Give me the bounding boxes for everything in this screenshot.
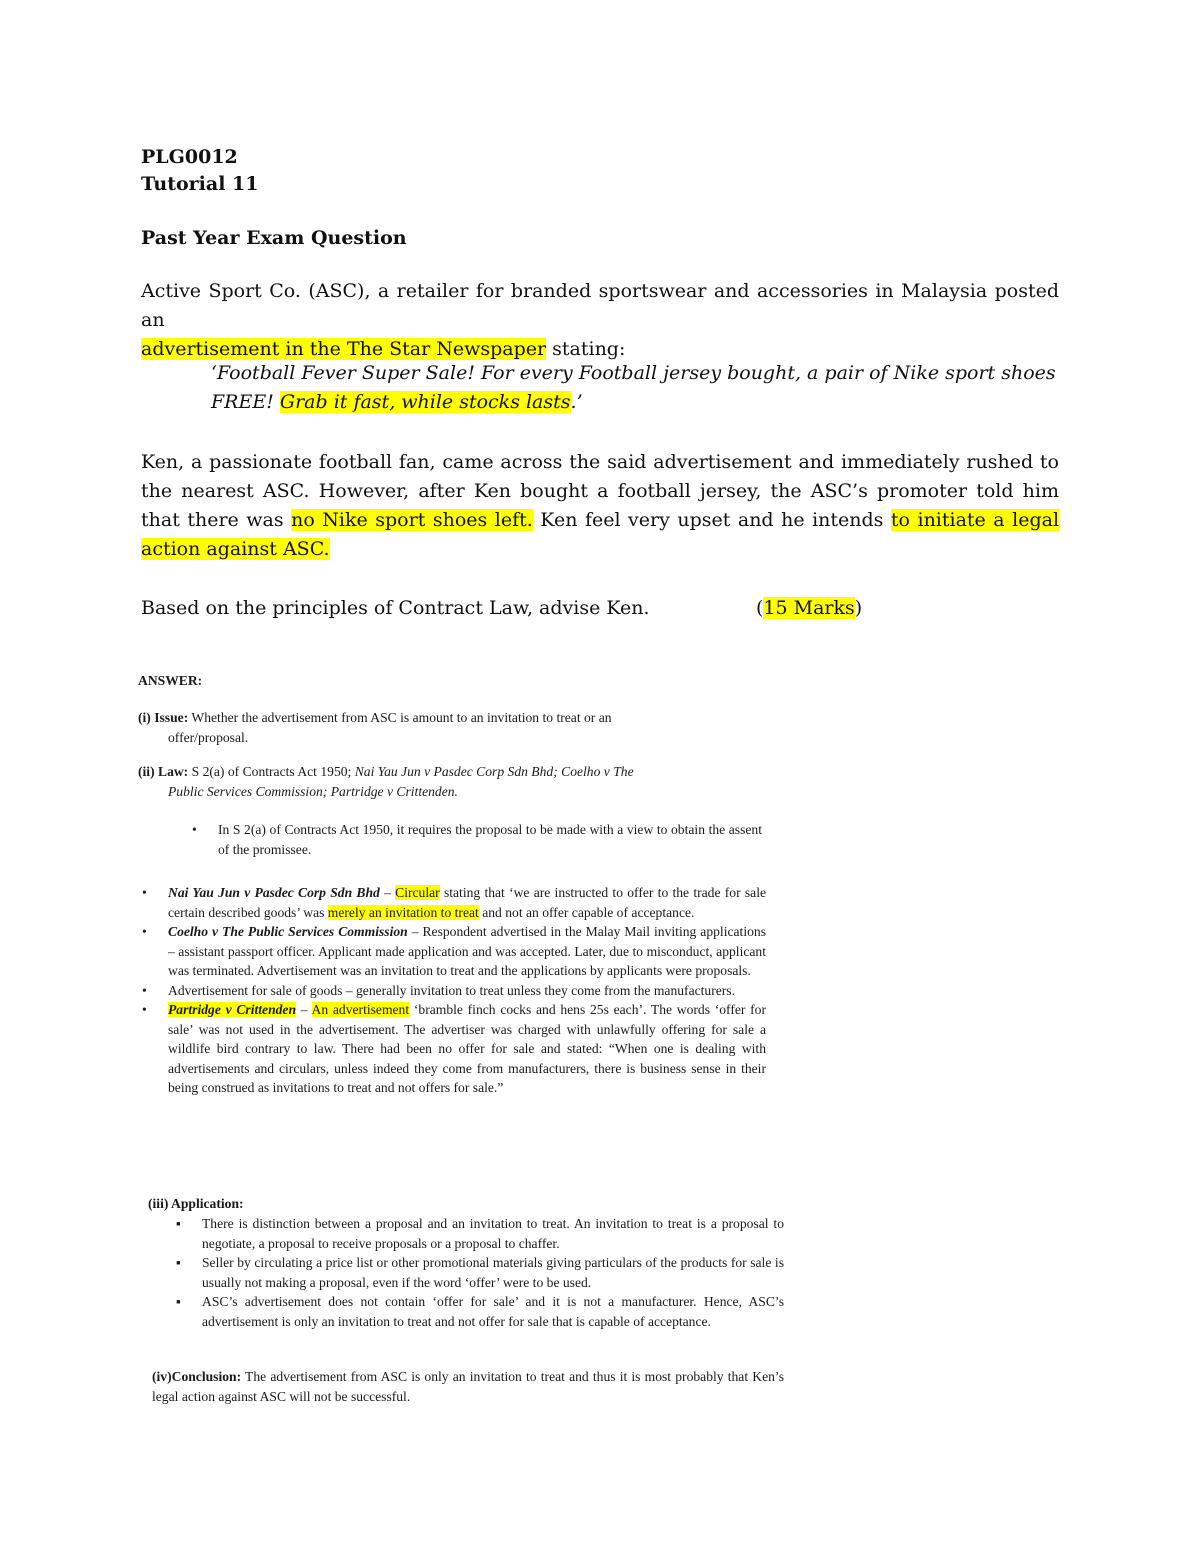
highlight: advertisement in the The Star Newspaper xyxy=(141,338,547,360)
conclusion-text: The advertisement from ASC is only an invitation to treat and thus it is most probably that Ken’s legal action against ASC will not be successful. xyxy=(152,1369,784,1404)
list-item-text: – xyxy=(379,885,396,900)
list-item-text: ‘bramble finch cocks and hens 25s each’. The words ‘offer for sale’ was not used in the advertisement. The advertiser was charged with unlawfully offering for sale a wildlife bird contrary to law. There had been no offer for sale and stated: “When one is dealing with advertisements and circulars, unless indeed they come from manufacturers, there is business sense in their being construed as invitations to treat and not offers for sale.” xyxy=(168,1002,767,1095)
list-item-text: – Respondent advertised in the Malay Mail inviting applications – assistant passport officer. Applicant made application and was accepted. Later, due to misconduct, applicant was terminated. Advertisement was an invitation to treat and the applications by applicants were proposals. xyxy=(168,924,766,978)
list-item xyxy=(138,922,766,981)
question-task: Based on the principles of Contract Law, advise Ken. xyxy=(141,597,650,619)
question-text: Ken feel very upset and he intends xyxy=(532,509,891,531)
list-item-text: and not an offer capable of acceptance. xyxy=(478,904,695,920)
highlight: An advertisement xyxy=(311,1002,410,1017)
quote-text: ‘Football Fever Super Sale! For every Football jersey bought, a pair of Nike sport shoes FREE! xyxy=(211,362,1056,413)
list-item xyxy=(188,820,762,859)
list-item xyxy=(172,1253,784,1292)
highlight: no Nike sport shoes left. xyxy=(291,509,533,531)
question-marks xyxy=(756,595,862,621)
bullet-icon: • xyxy=(142,982,147,998)
list-item-text: In S 2(a) of Contracts Act 1950, it requires the proposal to be made with a view to obtain the assent of the promissee. xyxy=(218,822,762,857)
course-code: PLG0012 xyxy=(141,146,238,168)
issue-label: (i) Issue: xyxy=(138,710,189,725)
marks-paren: ) xyxy=(854,597,863,619)
list-item xyxy=(172,1292,784,1331)
list-item-text: Advertisement for sale of goods – generally invitation to treat unless they come from the manufacturers. xyxy=(168,982,735,998)
issue-text: offer/proposal. xyxy=(168,729,249,745)
square-bullet-icon: ▪ xyxy=(176,1294,181,1309)
case-name: Coelho v The Public Services Commission xyxy=(168,924,408,939)
marks-paren: ( xyxy=(756,597,764,619)
issue-text: Whether the advertisement from ASC is amount to an invitation to treat or an xyxy=(188,710,612,725)
list-item xyxy=(138,981,766,1001)
case-bullet-list xyxy=(138,883,766,1098)
list-item-text: – xyxy=(296,1002,312,1017)
highlight: 15 Marks xyxy=(763,597,855,619)
answer-conclusion xyxy=(152,1367,784,1406)
list-item-text: stating that ‘we are instructed to offer to the trade for sale certain described goods’ was xyxy=(168,885,767,920)
question-text: Ken, a passionate football fan, came across the said advertisement and immediately rushed to the nearest ASC. However, after Ken bought a football jersey, the ASC’s promoter told him that there was xyxy=(141,451,1059,531)
case-name: Nai Yau Jun v Pasdec Corp Sdn Bhd xyxy=(168,885,380,900)
law-cases: Nai Yau Jun v Pasdec Corp Sdn Bhd; Coelho v The xyxy=(354,764,634,779)
case-name: Partridge v Crittenden xyxy=(168,1002,297,1017)
question-text: Active Sport Co. (ASC), a retailer for branded sportswear and accessories in Malaysia posted an xyxy=(141,280,1059,331)
question-text: stating: xyxy=(546,338,626,360)
list-item-text: ASC’s advertisement does not contain ‘offer for sale’ and it is not a manufacturer. Hence, ASC’s advertisement is only an invitation to treat and not offer for sale that is capable of acceptance. xyxy=(202,1294,784,1329)
question-paragraph-2 xyxy=(141,448,1059,564)
advertisement-quote xyxy=(211,359,1059,417)
highlight: Grab it fast, while stocks lasts xyxy=(279,391,571,413)
application-label: (iii) Application: xyxy=(148,1196,244,1211)
bullet-icon: • xyxy=(192,822,197,837)
bullet-icon: • xyxy=(142,1002,147,1017)
section-title: Past Year Exam Question xyxy=(141,227,407,249)
answer-law xyxy=(138,762,762,801)
bullet-icon: • xyxy=(142,924,147,939)
list-item xyxy=(172,1214,784,1253)
conclusion-label: (iv)Conclusion: xyxy=(152,1369,242,1384)
law-bullet-list xyxy=(188,820,762,859)
application-list xyxy=(172,1214,784,1331)
law-label: (ii) Law: xyxy=(138,764,189,779)
square-bullet-icon: ▪ xyxy=(176,1216,181,1231)
square-bullet-icon: ▪ xyxy=(176,1255,181,1270)
question-paragraph-1 xyxy=(141,277,1059,364)
answer-heading: ANSWER: xyxy=(138,673,203,688)
list-item-text: Seller by circulating a price list or other promotional materials giving particulars of the products for sale is usually not making a proposal, even if the word ‘offer’ were to be used. xyxy=(202,1255,784,1290)
highlight: Circular xyxy=(395,885,440,900)
list-item-text: There is distinction between a proposal and an invitation to treat. An invitation to treat is a proposal to negotiate, a proposal to receive proposals or a proposal to chaffer. xyxy=(202,1216,784,1251)
list-item xyxy=(138,883,766,922)
highlight: merely an invitation to treat xyxy=(327,904,479,920)
tutorial-title: Tutorial 11 xyxy=(141,173,259,195)
bullet-icon: • xyxy=(142,885,147,900)
law-text: S 2(a) of Contracts Act 1950; xyxy=(188,764,355,779)
law-cases: Public Services Commission; Partridge v Crittenden. xyxy=(168,783,458,799)
highlight: to initiate a legal action against ASC. xyxy=(141,509,1060,560)
list-item xyxy=(138,1000,766,1098)
quote-text: .’ xyxy=(570,391,583,413)
answer-issue xyxy=(138,708,762,747)
